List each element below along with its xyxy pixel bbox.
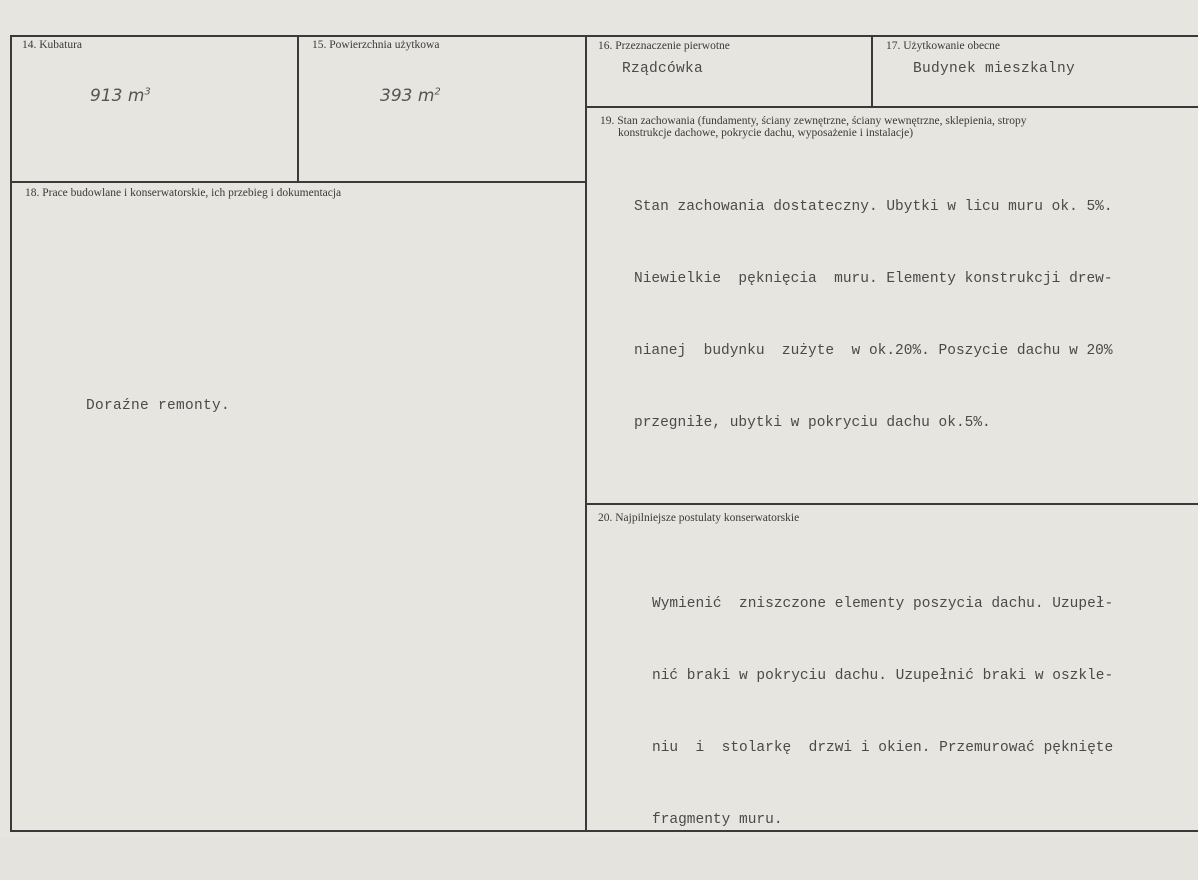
field-17-value: Budynek mieszkalny bbox=[913, 61, 1076, 77]
divider-14-18 bbox=[10, 181, 586, 183]
field-15-number: 393 bbox=[380, 86, 413, 106]
field-19-label-line2: konstrukcje dachowe, pokrycie dachu, wyposażenie i instalacje) bbox=[618, 127, 914, 139]
field-19-line-2: Niewielkie pęknięcia muru. Elementy konstrukcji drew- bbox=[634, 271, 1113, 287]
field-16-value: Rządcówka bbox=[622, 61, 704, 77]
field-17-label: 17. Użytkowanie obecne bbox=[886, 40, 1001, 52]
field-19-line-4: przegniłe, ubytki w pokryciu dachu ok.5%. bbox=[634, 415, 991, 431]
field-20-text bbox=[652, 544, 1113, 880]
field-14-number: 913 bbox=[90, 86, 123, 106]
field-20-label: 20. Najpilniejsze postulaty konserwatorskie bbox=[598, 512, 800, 524]
field-16-label: 16. Przeznaczenie pierwotne bbox=[598, 40, 730, 52]
field-15-label: 15. Powierzchnia użytkowa bbox=[312, 39, 440, 51]
divider-14-15 bbox=[297, 35, 299, 181]
field-14-value bbox=[90, 86, 151, 106]
field-19-text bbox=[634, 147, 1113, 483]
field-19-line-1: Stan zachowania dostateczny. Ubytki w licu muru ok. 5%. bbox=[634, 199, 1113, 215]
field-14-label: 14. Kubatura bbox=[22, 39, 83, 51]
field-18-value: Doraźne remonty. bbox=[86, 398, 231, 414]
field-20-line-1: Wymienić zniszczone elementy poszycia dachu. Uzupeł- bbox=[652, 596, 1114, 612]
field-18-label: 18. Prace budowlane i konserwatorskie, ich przebieg i dokumentacja bbox=[25, 187, 342, 199]
left-border bbox=[10, 35, 12, 832]
field-19-label-line1: 19. Stan zachowania (fundamenty, ściany zewnętrzne, ściany wewnętrzne, sklepienia, stropy bbox=[600, 115, 1027, 127]
field-20-line-4: fragmenty muru. bbox=[652, 812, 783, 828]
field-20-line-2: nić braki w pokryciu dachu. Uzupełnić braki w oszkle- bbox=[652, 668, 1114, 684]
field-14-unit-exponent: 3 bbox=[144, 86, 151, 98]
field-15-unit-exponent: 2 bbox=[434, 86, 441, 98]
divider-16-19 bbox=[585, 106, 1198, 108]
center-divider bbox=[585, 35, 587, 832]
field-15-value bbox=[380, 86, 441, 106]
field-15-unit: m bbox=[417, 86, 435, 106]
field-20-line-3: niu i stolarkę drzwi i okien. Przemurować pęknięte bbox=[652, 740, 1114, 756]
divider-16-17 bbox=[871, 35, 873, 107]
field-14-unit: m bbox=[127, 86, 145, 106]
divider-19-20 bbox=[585, 503, 1198, 505]
field-19-line-3: nianej budynku zużyte w ok.20%. Poszycie dachu w 20% bbox=[634, 343, 1113, 359]
top-border bbox=[10, 35, 1198, 37]
